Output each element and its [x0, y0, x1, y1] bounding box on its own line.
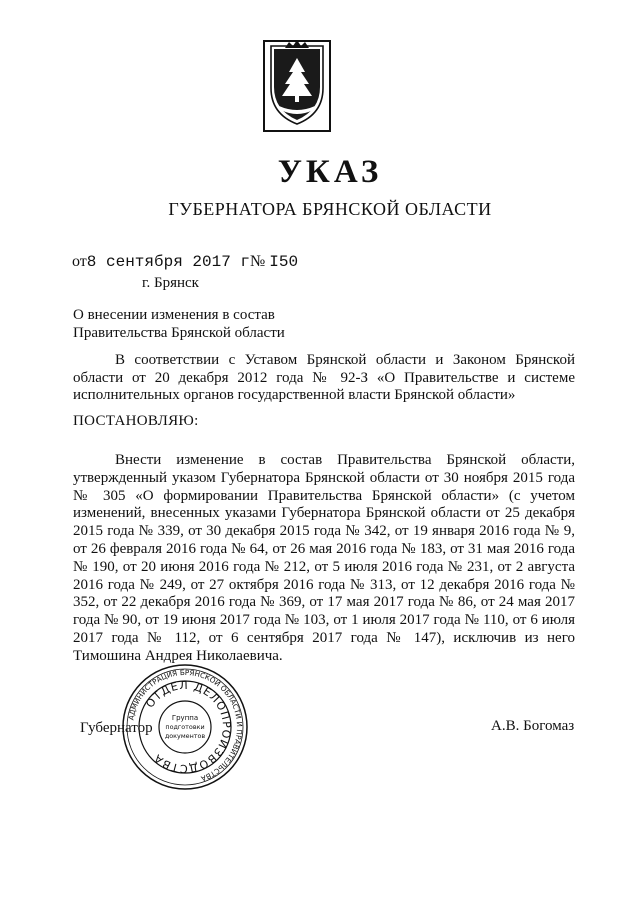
stamp-inner-line-3: документов: [164, 732, 206, 740]
stamp-inner-line-2: подготовки: [165, 723, 205, 731]
stamp-inner-line-1: Группа: [171, 714, 199, 722]
document-title: УКАЗ: [277, 154, 383, 190]
official-stamp: [120, 662, 250, 792]
subject-line-2: Правительства Брянской области: [73, 325, 285, 341]
number-prefix: №: [250, 253, 266, 270]
date-number-line: [72, 253, 298, 271]
stamp-dept-text: ОТДЕЛ ДЕЛОПРОИЗВОДСТВА: [143, 678, 234, 776]
document-subtitle: ГУБЕРНАТОРА БРЯНСКОЙ ОБЛАСТИ: [168, 199, 492, 219]
document-number: I50: [269, 253, 299, 271]
date-prefix: от: [72, 253, 87, 270]
document-date: 8 сентября 2017 г: [86, 253, 251, 271]
decree-word: ПОСТАНОВЛЯЮ:: [73, 413, 199, 429]
preamble-paragraph: В соответствии с Уставом Брянской области и Законом Брянской области от 20 декабря 2012 года № 92-З «О Правительстве и системе исполнительных органов государственной власти Брянской области»: [73, 352, 575, 403]
bryansk-coat-of-arms-icon: [263, 40, 331, 132]
signatory-title: Губернатор: [80, 720, 153, 736]
subject-line-1: О внесении изменения в состав: [73, 307, 275, 323]
signatory-name: А.В. Богомаз: [491, 718, 575, 734]
stamp-outer-text: АДМИНИСТРАЦИЯ БРЯНСКОЙ ОБЛАСТИ И ПРАВИТЕЛЬСТВА: [126, 667, 245, 784]
body-paragraph: Внести изменение в состав Правительства Брянской области, утвержденный указом Губернатора Брянской области от 30 ноября 2015 года № 305 «О формировании Правительства Брянской области» (с учетом изменений, внесенных указами Губернатора Брянской области от 25 декабря 2015 года № 339, от 30 декабря 2015 года № 342, от 19 января 2016 года № 9, от 26 февраля 2016 года № 64, от 26 мая 2016 года № 183, от 31 мая 2016 года № 190, от 20 июня 2016 года № 212, от 5 июля 2016 года № 231, от 2 августа 2016 года № 249, от 27 октября 2016 года № 313, от 12 декабря 2016 года № 352, от 22 декабря 2016 года № 369, от 17 мая 2017 года № 86, от 24 мая 2017 года № 90, от 19 июня 2017 года № 103, от 1 июля 2017 года № 110, от 6 июля 2017 года № 112, от 6 сентября 2017 года № 147), исключив из него Тимошина Андрея Николаевича.: [73, 452, 575, 664]
document-subject: [73, 306, 285, 342]
document-city: г. Брянск: [142, 275, 199, 291]
